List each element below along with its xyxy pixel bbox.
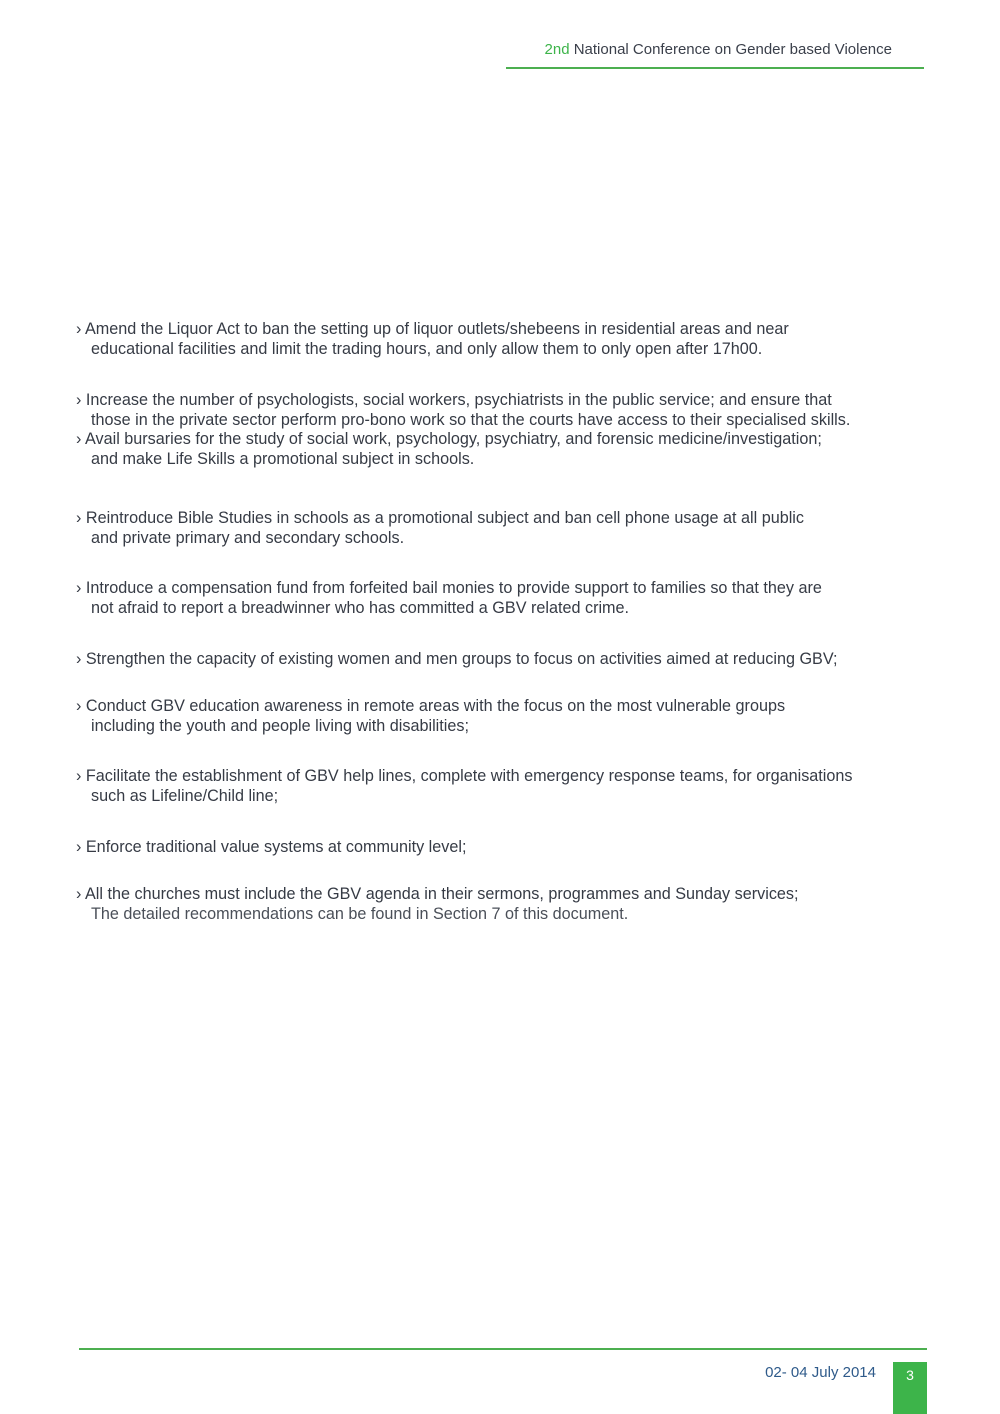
list-item — [76, 885, 956, 924]
list-item — [76, 579, 956, 618]
list-item — [76, 320, 956, 359]
page-header — [506, 41, 924, 69]
list-item — [76, 697, 956, 736]
list-item-line: and make Life Skills a promotional subject in schools. — [91, 449, 475, 468]
page-number-badge — [893, 1362, 927, 1414]
list-item — [76, 838, 956, 858]
footer-date: 02- 04 July 2014 — [765, 1364, 876, 1381]
list-item-line: › Strengthen the capacity of existing women and men groups to focus on activities aimed at reducing GBV; — [76, 650, 838, 668]
list-item — [76, 767, 956, 806]
list-item-line: › Avail bursaries for the study of social work, psychology, psychiatry, and forensic medicine/investigation; — [76, 430, 822, 448]
list-item-line: › All the churches must include the GBV agenda in their sermons, programmes and Sunday services; — [76, 885, 799, 903]
list-item-line: › Facilitate the establishment of GBV help lines, complete with emergency response teams, for organisations — [76, 767, 853, 785]
list-item-line: › Enforce traditional value systems at community level; — [76, 838, 467, 856]
list-item-line: › Increase the number of psychologists, social workers, psychiatrists in the public service; and ensure that — [76, 391, 832, 409]
page-number: 3 — [906, 1367, 914, 1383]
recommendations-note: The detailed recommendations can be found in Section 7 of this document. — [91, 904, 629, 923]
header-title: National Conference on Gender based Violence — [569, 41, 892, 58]
header-edition: 2nd — [544, 41, 570, 58]
list-item-line: including the youth and people living with disabilities; — [91, 716, 469, 735]
list-item-line: educational facilities and limit the trading hours, and only allow them to only open after 17h00. — [91, 339, 763, 358]
list-item-line: and private primary and secondary schools. — [91, 528, 405, 547]
list-item — [76, 650, 956, 670]
list-item-line: not afraid to report a breadwinner who has committed a GBV related crime. — [91, 598, 630, 617]
list-item-line: › Amend the Liquor Act to ban the setting up of liquor outlets/shebeens in residential areas and near — [76, 320, 789, 338]
list-item-line: › Conduct GBV education awareness in remote areas with the focus on the most vulnerable groups — [76, 697, 786, 715]
list-item-line: › Introduce a compensation fund from forfeited bail monies to provide support to families so that they are — [76, 579, 822, 597]
footer-divider — [79, 1348, 927, 1350]
list-item-line: those in the private sector perform pro-bono work so that the courts have access to their specialised skills. — [91, 410, 851, 429]
list-item — [76, 391, 956, 469]
list-item — [76, 509, 956, 548]
list-item-line: › Reintroduce Bible Studies in schools as a promotional subject and ban cell phone usage at all public — [76, 509, 804, 527]
list-item-line: such as Lifeline/Child line; — [91, 786, 279, 805]
